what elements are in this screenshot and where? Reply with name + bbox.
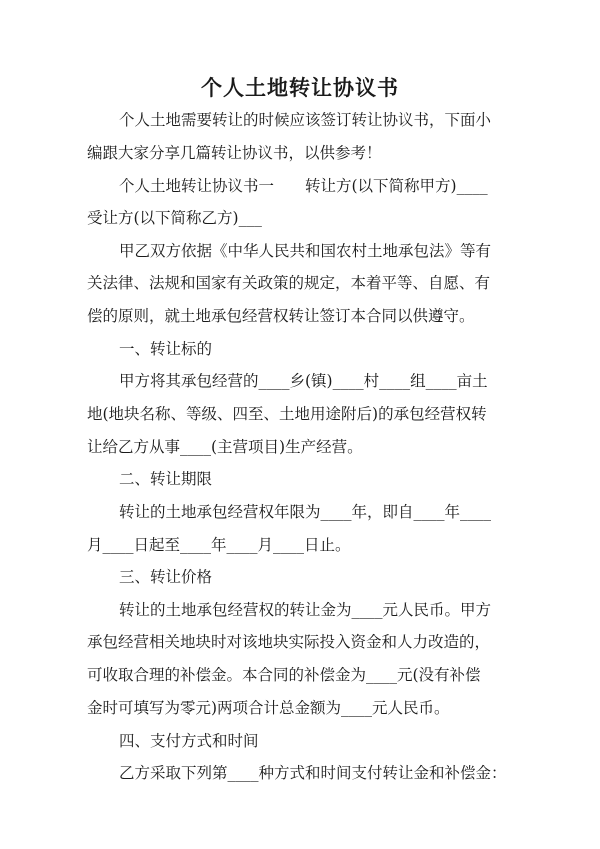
intro-line-1: 个人土地需要转让的时候应该签订转让协议书，下面小 — [119, 111, 492, 129]
section-2-line-1: 转让的土地承包经营权年限为____年，即自____年____ — [119, 503, 492, 521]
section-2-heading: 二、转让期限 — [119, 470, 213, 488]
section-3-heading: 三、转让价格 — [119, 568, 213, 586]
section-1-heading: 一、转让标的 — [119, 340, 213, 358]
section-3-line-1: 转让的土地承包经营权的转让金为____元人民币。甲方 — [119, 601, 492, 619]
section-3-line-3: 可收取合理的补偿金。本合同的补偿金为____元(没有补偿 — [87, 666, 481, 684]
section-1-line-3: 让给乙方从事____(主营项目)生产经营。 — [87, 438, 363, 456]
section-1-line-2: 地(地块名称、等级、四至、土地用途附后)的承包经营权转 — [87, 405, 487, 423]
section-4-heading: 四、支付方式和时间 — [119, 732, 259, 750]
section-4-line-1: 乙方采取下列第____种方式和时间支付转让金和补偿金： — [119, 764, 507, 782]
parties-line-1: 个人土地转让协议书一 转让方(以下简称甲方)____ — [119, 177, 488, 195]
basis-line-3: 偿的原则，就土地承包经营权转让签订本合同以供遵守。 — [87, 307, 475, 325]
section-3-line-4: 金时可填写为零元)两项合计总金额为____元人民币。 — [87, 699, 450, 717]
section-2-line-2: 月____日起至____年____月____日止。 — [87, 536, 351, 554]
document-title: 个人土地转让协议书 — [201, 75, 399, 100]
parties-line-2: 受让方(以下简称乙方)___ — [87, 209, 262, 227]
basis-line-1: 甲乙双方依据《中华人民共和国农村土地承包法》等有 — [119, 242, 492, 260]
basis-line-2: 关法律、法规和国家有关政策的规定，本着平等、自愿、有 — [87, 274, 491, 292]
section-3-line-2: 承包经营相关地块时对该地块实际投入资金和人力改造的， — [87, 633, 491, 651]
intro-line-2: 编跟大家分享几篇转让协议书，以供参考！ — [87, 144, 382, 162]
section-1-line-1: 甲方将其承包经营的____乡(镇)____村____组____亩土 — [119, 372, 488, 390]
